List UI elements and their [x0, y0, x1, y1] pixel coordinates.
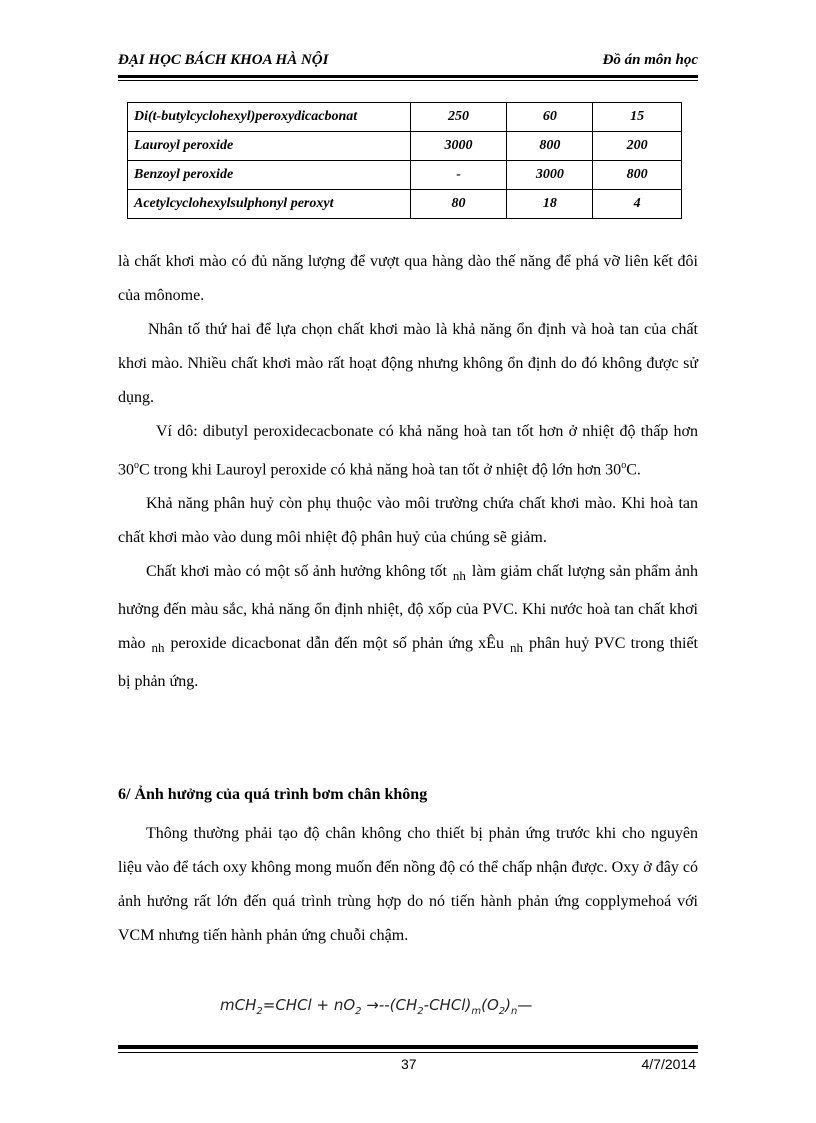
section-paragraph-1: Thông thường phải tạo độ chân không cho thiết bị phản ứng trước khi cho nguyên liệu vào để tách oxy không mong muốn đến nồng độ có thể chấp nhận được. Oxy ở đây có ảnh hưởng rất lớn đến quá trình trùng hợp do nó tiến hành phản ứng copplymehoá với VCM nhưng tiến hành phản ứng chuỗi chậm. — [118, 825, 698, 944]
footer-date: 4/7/2014 — [641, 1056, 696, 1072]
section-heading: 6/ Ảnh hưởng của quá trình bơm chân không — [118, 786, 428, 803]
paragraph-1: là chất khơi mào có đủ năng lượng để vượt qua hàng dào thế năng để phá vỡ liên kết đôi của mônome. — [118, 253, 698, 304]
table-cell-value: 15 — [593, 103, 682, 132]
table-cell-name: Benzoyl peroxide — [128, 161, 411, 190]
table-cell-value: 200 — [593, 132, 682, 161]
table-cell-value: 800 — [593, 161, 682, 190]
section-body — [118, 817, 698, 953]
table-cell-name: Acetylcyclohexylsulphonyl peroxyt — [128, 190, 411, 219]
table-cell-name: Lauroyl peroxide — [128, 132, 411, 161]
initiator-table — [127, 102, 682, 219]
paragraph-5: Chất khơi mào có một số ảnh hưởng không tốt $_{nh}$ làm giảm chất lượng sản phẩm ảnh hưởng đến màu sắc, khả năng ổn định nhiệt, độ xốp của PVC. Khi nước hoà tan chất khơi mào $_{nh}$ peroxide dicacbonat dẫn đến một số phản ứng xÊu $_{nh}$ phân huỷ PVC trong thiết bị phản ứng. — [118, 563, 699, 691]
table-cell-value: 4 — [593, 190, 682, 219]
table-cell-value: 250 — [410, 103, 507, 132]
table-cell-value: 60 — [507, 103, 593, 132]
header-doc-type: Đồ án môn học — [602, 52, 698, 68]
header-rule-thick — [118, 75, 698, 78]
table-cell-value: 3000 — [410, 132, 507, 161]
page-header — [118, 52, 698, 74]
reaction-formula: mCH$_2$=CHCl + $nO_2$ $\to--(CH_2-CHCl)_m(O_2)_n—$ — [220, 996, 533, 1017]
header-university: ĐẠI HỌC BÁCH KHOA HÀ NỘI — [118, 52, 329, 68]
paragraph-2: Nhân tố thứ hai để lựa chọn chất khơi mào là khả năng ổn định và hoà tan của chất khơi mào. Nhiều chất khơi mào rất hoạt động nhưng không ổn định do đó không được sử dụng. — [118, 321, 698, 406]
body-text — [118, 245, 698, 699]
table-row — [128, 103, 682, 132]
header-rule-thin — [118, 80, 698, 81]
table-cell-value: 800 — [507, 132, 593, 161]
table-cell-value: 18 — [507, 190, 593, 219]
table-cell-value: 3000 — [507, 161, 593, 190]
paragraph-3: Ví dô: dibutyl peroxidecacbonate có khả năng hoà tan tốt hơn ở nhiệt độ thấp hơn 30$^o$C trong khi Lauroyl peroxide có khả năng hoà tan tốt ở nhiệt độ lớn hơn 30$^o$C. — [118, 423, 698, 479]
paragraph-4: Khả năng phân huỷ còn phụ thuộc vào môi trường chứa chất khơi mào. Khi hoà tan chất khơi mào vào dung môi nhiệt độ phân huỷ của chúng sẽ giảm. — [118, 495, 698, 547]
table-row — [128, 132, 682, 161]
table-row — [128, 161, 682, 190]
footer-rule-thin — [118, 1052, 698, 1053]
footer-rule-thick — [118, 1045, 698, 1049]
table-cell-value: - — [410, 161, 507, 190]
table-row — [128, 190, 682, 219]
table-cell-name: Di(t-butylcyclohexyl)peroxydicacbonat — [128, 103, 411, 132]
table-cell-value: 80 — [410, 190, 507, 219]
page-number: 37 — [401, 1056, 417, 1072]
